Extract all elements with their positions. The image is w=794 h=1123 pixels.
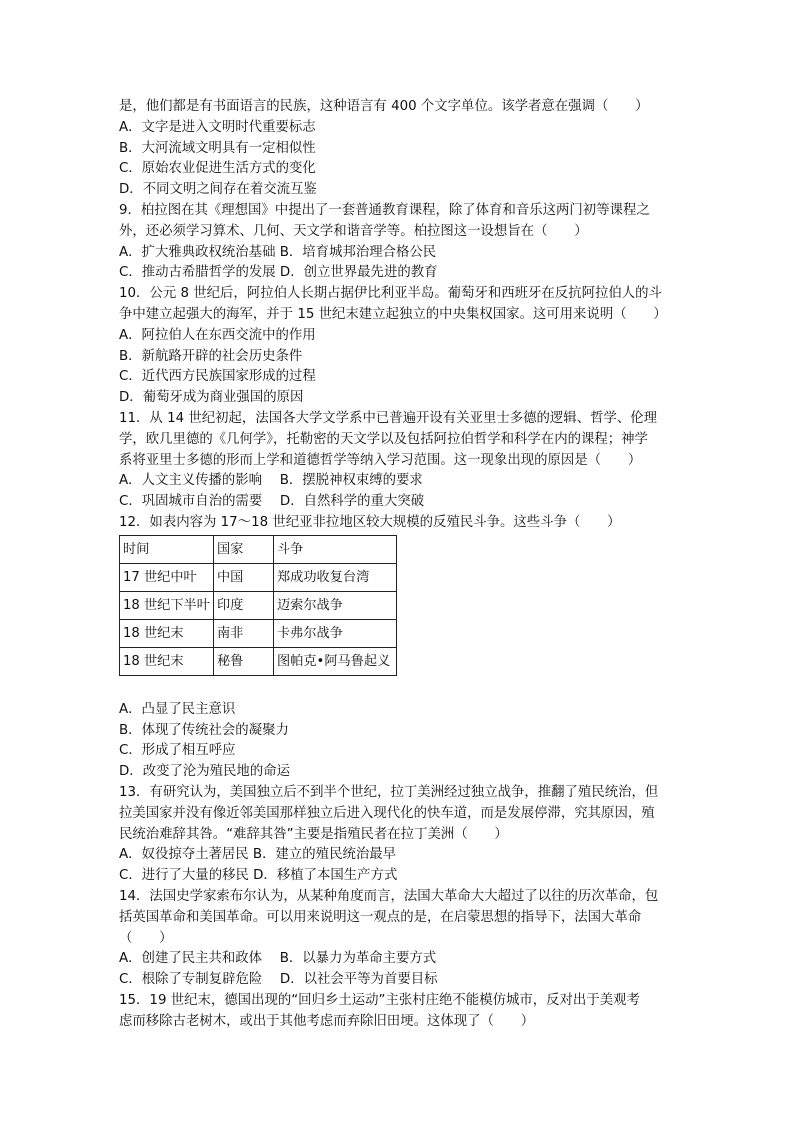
text-line: 12．如表内容为 17～18 世纪亚非拉地区较大规模的反殖民斗争。这些斗争（ ） — [119, 514, 621, 530]
table-header-cell: 国家 — [214, 535, 274, 563]
document-page — [119, 97, 679, 1032]
text-line: D．葡萄牙成为商业强国的原因 — [119, 390, 304, 406]
table-cell: 中国 — [214, 563, 274, 591]
text-line: C．近代西方民族国家形成的过程 — [119, 369, 316, 385]
question-block-lower — [119, 700, 679, 1033]
text-line: 11．从 14 世纪初起，法国各大学文学系中已普遍开设有关亚里士多德的逻辑、哲学、伦理 — [119, 410, 658, 426]
text-line: D．改变了沦为殖民地的命运 — [119, 764, 290, 780]
text-line: A．文字是进入文明时代重要标志 — [119, 119, 316, 135]
table-row — [120, 591, 397, 619]
text-line: （ ） — [119, 930, 173, 946]
text-line: D．不同文明之间存在着交流互鉴 — [119, 182, 317, 198]
text-line: 虑而移除古老树木，或出于其他考虑而弃除旧田埂。这体现了（ ） — [119, 1013, 535, 1029]
text-line: C．推动古希腊哲学的发展 D．创立世界最先进的教育 — [119, 265, 438, 281]
table-cell: 印度 — [214, 591, 274, 619]
table-row — [120, 563, 397, 591]
table-cell: 图帕克•阿马鲁起义 — [274, 647, 397, 675]
question-block-upper — [119, 97, 679, 534]
table-header-cell: 时间 — [120, 535, 214, 563]
text-line: A．凸显了民主意识 — [119, 701, 236, 717]
text-line: 拉美国家并没有像近邻美国那样独立后进入现代化的快车道，而是发展停滞，究其原因，殖 — [119, 805, 655, 821]
table-cell: 迈索尔战争 — [274, 591, 397, 619]
text-line: A．人文主义传播的影响 B．摆脱神权束缚的要求 — [119, 473, 423, 489]
table-cell: 南非 — [214, 619, 274, 647]
text-line: 13．有研究认为，美国独立后不到半个世纪，拉丁美洲经过独立战争，推翻了殖民统治，但 — [119, 784, 659, 800]
text-line: B．体现了传统社会的凝聚力 — [119, 722, 289, 738]
text-line: B．新航路开辟的社会历史条件 — [119, 348, 303, 364]
table-header-row — [120, 535, 397, 563]
table-cell: 18 世纪下半叶 — [120, 591, 214, 619]
text-line: 民统治难辞其咎。“难辞其咎”主要是指殖民者在拉丁美洲（ ） — [119, 826, 508, 842]
text-line: 10．公元 8 世纪后，阿拉伯人长期占据伊比利亚半岛。葡萄牙和西班牙在反抗阿拉伯人的斗 — [119, 286, 662, 302]
text-line: 外，还必须学习算术、几何、天文学和谐音学等。柏拉图这一设想旨在（ ） — [119, 223, 588, 239]
text-line: C．巩固城市自治的需要 D．自然科学的重大突破 — [119, 494, 425, 510]
text-line: 15．19 世纪末，德国出现的“回归乡土运动”主张村庄绝不能模仿城市，反对出于美观考 — [119, 992, 640, 1008]
text-line: C．形成了相互呼应 — [119, 743, 236, 759]
text-line: C．原始农业促进生活方式的变化 — [119, 161, 316, 177]
text-line: A．扩大雅典政权统治基础 B．培育城邦治理合格公民 — [119, 244, 437, 260]
text-line: A．创建了民主共和政体 B．以暴力为革命主要方式 — [119, 951, 437, 967]
text-line: A．奴役掠夺土著居民 B．建立的殖民统治最早 — [119, 847, 397, 863]
text-line: 学，欧几里德的《几何学》，托勒密的天文学以及包括阿拉伯哲学和科学在内的课程；神学 — [119, 431, 648, 447]
text-line: B．大河流域文明具有一定相似性 — [119, 140, 316, 156]
text-line: 9．柏拉图在其《理想国》中提出了一套普通教育课程，除了体育和音乐这两门初等课程之 — [119, 202, 650, 218]
table-cell: 18 世纪末 — [120, 647, 214, 675]
table-cell: 郑成功收复台湾 — [274, 563, 397, 591]
table-header-cell: 斗争 — [274, 535, 397, 563]
table-cell: 秘鲁 — [214, 647, 274, 675]
anti-colonial-struggles-table — [119, 535, 397, 676]
text-line: C．进行了大量的移民 D．移植了本国生产方式 — [119, 868, 398, 884]
text-line: 争中建立起强大的海军，并于 15 世纪末建立起独立的中央集权国家。这可用来说明（ ） — [119, 306, 667, 322]
text-line: 括英国革命和美国革命。可以用来说明这一观点的是，在启蒙思想的指导下，法国大革命 — [119, 909, 642, 925]
text-line: 是，他们都是有书面语言的民族，这种语言有 400 个文字单位。该学者意在强调（ ） — [119, 99, 649, 114]
table-cell: 18 世纪末 — [120, 619, 214, 647]
text-line: C．根除了专制复辟危险 D．以社会平等为首要目标 — [119, 972, 438, 988]
table-row — [120, 647, 397, 675]
text-line: A．阿拉伯人在东西交流中的作用 — [119, 327, 316, 343]
table-row — [120, 619, 397, 647]
text-line: 14．法国史学家索布尔认为，从某种角度而言，法国大革命大大超过了以往的历次革命，包 — [119, 888, 659, 904]
table-cell: 17 世纪中叶 — [120, 563, 214, 591]
text-line: 系将亚里士多德的形而上学和道德哲学等纳入学习范围。这一现象出现的原因是（ ） — [119, 452, 642, 468]
table-cell: 卡弗尔战争 — [274, 619, 397, 647]
